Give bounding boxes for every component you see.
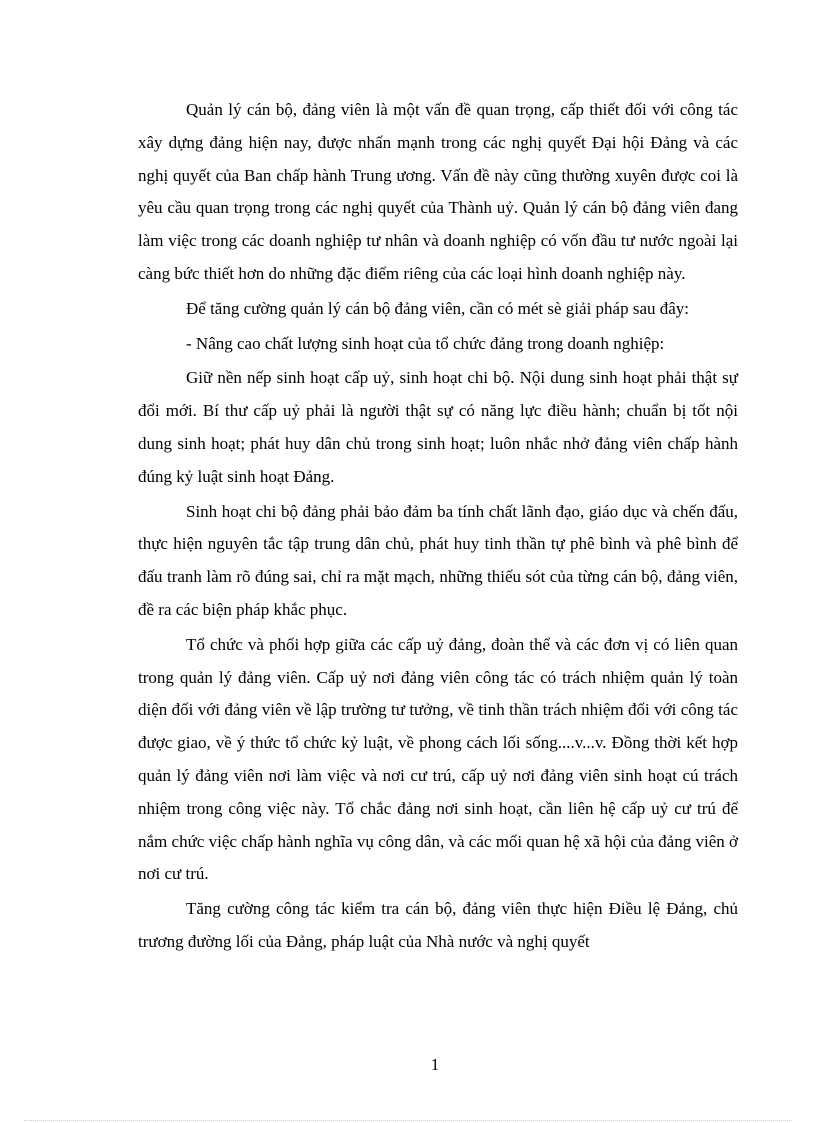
paragraph-inspection: Tăng cường công tác kiểm tra cán bộ, đảng viên thực hiện Điều lệ Đảng, chủ trương đường lối của Đảng, pháp luật của Nhà nước và nghị quyết bbox=[138, 899, 738, 951]
page-divider bbox=[24, 1120, 792, 1121]
paragraph-intro: Quản lý cán bộ, đảng viên là một vấn đề quan trọng, cấp thiết đối với công tác xây dựng đảng hiện nay, được nhấn mạnh trong các nghị quyết Đại hội Đảng và các nghị quyết của Ban chấp hành Trung ương. Vấn đề này cũng thường xuyên được coi là yêu cầu quan trọng trong các nghị quyết của Thành uỷ. Quản lý cán bộ đảng viên đang làm việc trong các doanh nghiệp tư nhân và doanh nghiệp có vốn đầu tư nước ngoài lại càng bức thiết hơn do những đặc điểm riêng của các loại hình doanh nghiệp này. bbox=[138, 100, 738, 283]
paragraph-coordination: Tổ chức và phối hợp giữa các cấp uỷ đảng, đoàn thể và các đơn vị có liên quan trong quản lý đảng viên. Cấp uỷ nơi đảng viên công tác có trách nhiệm quản lý toàn diện đối với đảng viên về lập trường tư tưởng, về tinh thần trách nhiệm đối với công tác được giao, về ý thức tổ chức kỷ luật, về phong cách lối sống....v...v. Đồng thời kết hợp quản lý đảng viên nơi làm việc và nơi cư trú, cấp uỷ nơi đảng viên sinh hoạt cú trách nhiệm trong công việc này. Tổ chắc đảng nơi sinh hoạt, cần liên hệ cấp uỷ cư trú để nắm chức việc chấp hành nghĩa vụ công dân, và các mối quan hệ xã hội của đảng viên ở nơi cư trú. bbox=[138, 634, 738, 884]
page-number: 1 bbox=[430, 1055, 440, 1074]
paragraph-branch-activity: Sinh hoạt chi bộ đảng phải bảo đảm ba tính chất lãnh đạo, giáo dục và chến đấu, thực hiện nguyên tắc tập trung dân chủ, phát huy tinh thần tự phê bình và phê bình để đấu tranh làm rõ đúng sai, chỉ ra mặt mạch, những thiếu sót của từng cán bộ, đảng viên, đề ra các biện pháp khắc phục. bbox=[138, 501, 738, 619]
paragraph-solutions-lead: Để tăng cường quản lý cán bộ đảng viên, cần có mét sè giải pháp sau đây: bbox=[186, 298, 690, 318]
paragraph-bullet-quality: - Nâng cao chất lượng sinh hoạt của tổ chức đảng trong doanh nghiệp: bbox=[186, 333, 665, 353]
paragraph-discipline: Giữ nền nếp sinh hoạt cấp uỷ, sinh hoạt chi bộ. Nội dung sinh hoạt phải thật sự đổi mới. Bí thư cấp uỷ phải là người thật sự có năng lực điều hành; chuẩn bị tốt nội dung sinh hoạt; phát huy dân chủ trong sinh hoạt; luôn nhắc nhở đảng viên chấp hành đúng kỷ luật sinh hoạt Đảng. bbox=[138, 368, 738, 486]
document-body bbox=[138, 94, 738, 959]
